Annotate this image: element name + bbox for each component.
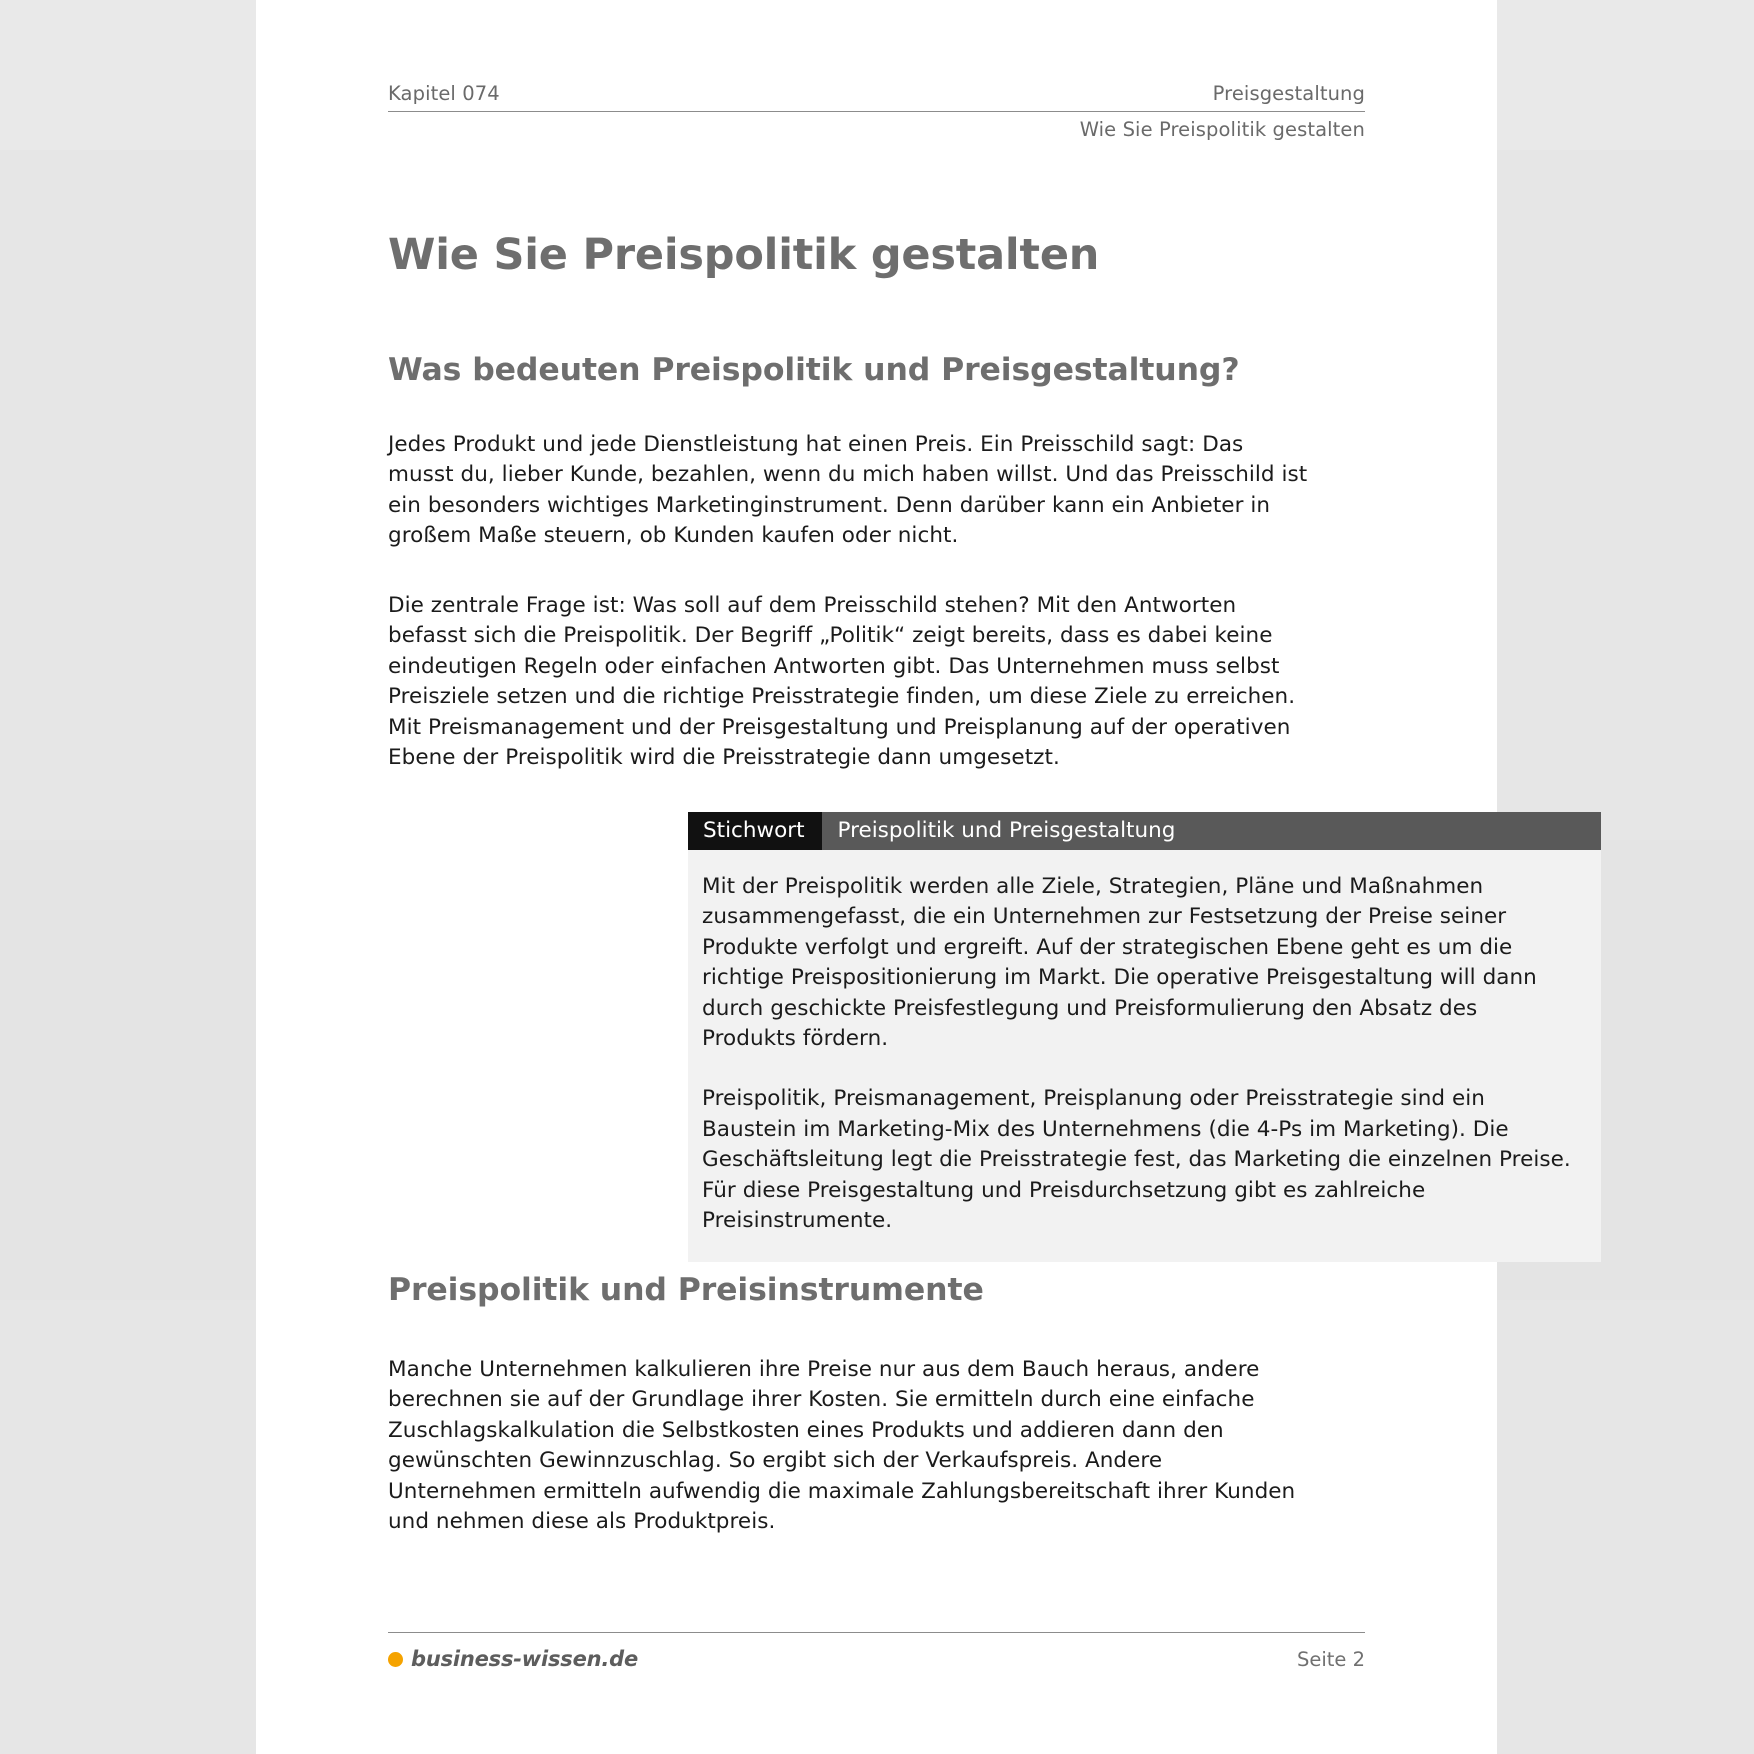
chapter-label: Kapitel 074 [388, 82, 500, 105]
page-footer [388, 1632, 1365, 1671]
section-1-paragraph-2: Die zentrale Frage ist: Was soll auf dem Preisschild stehen? Mit den Antworten befasst sich die Preispolitik. Der Begriff „Politik“ zeigt bereits, dass es dabei keine eindeutigen Regeln oder einfachen Antworten gibt. Das Unternehmen muss selbst Preisziele setzen und die richtige Preisstrategie finden, um diese Ziele zu erreichen. Mit Preismanagement und der Preisgestaltung und Preisplanung auf der operativen Ebene der Preispolitik wird die Preisstrategie dann umgesetzt. [388, 593, 1296, 771]
section-2-paragraph-1: Manche Unternehmen kalkulieren ihre Preise nur aus dem Bauch heraus, andere berechnen sie auf der Grundlage ihrer Kosten. Sie ermitteln durch eine einfache Zuschlagskalkulation die Selbstkosten eines Produkts und addieren dann den gewünschten Gewinnzuschlag. So ergibt sich der Verkaufspreis. Andere Unternehmen ermitteln aufwendig die maximale Zahlungsbereitschaft ihrer Kunden und nehmen diese als Produktpreis. [388, 1357, 1296, 1535]
stichwort-callout [688, 812, 1601, 1262]
brand-name: business-wissen.de [411, 1647, 639, 1671]
section-heading-2: Preispolitik und Preisinstrumente [388, 1272, 984, 1308]
running-header-subtitle: Wie Sie Preispolitik gestalten [1079, 118, 1365, 141]
section-heading-1: Was bedeuten Preispolitik und Preisgestaltung? [388, 352, 1240, 388]
section-1-paragraph-1: Jedes Produkt und jede Dienstleistung hat einen Preis. Ein Preisschild sagt: Das musst du, lieber Kunde, bezahlen, wenn du mich haben willst. Und das Preisschild ist ein besonders wichtiges Marketinginstrument. Denn darüber kann ein Anbieter in großem Maße steuern, ob Kunden kaufen oder nicht. [388, 432, 1308, 549]
running-header [388, 82, 1365, 141]
topic-label: Preisgestaltung [1212, 82, 1365, 105]
running-header-top-row [388, 82, 1365, 112]
stichwort-paragraph-1: Mit der Preispolitik werden alle Ziele, Strategien, Pläne und Maßnahmen zusammengefasst, die ein Unternehmen zur Festsetzung der Preise seiner Produkte verfolgt und ergreift. Auf der strategischen Ebene geht es um die richtige Preispositionierung im Markt. Die operative Preisgestaltung will dann durch geschickte Preisfestlegung und Preisformulierung den Absatz des Produkts fördern. [702, 874, 1537, 1052]
page-title: Wie Sie Preispolitik gestalten [388, 230, 1100, 280]
brand-logo [388, 1647, 638, 1671]
stichwort-tag: Stichwort [688, 812, 822, 850]
document-page [256, 0, 1571, 1754]
orange-dot-icon [388, 1652, 403, 1667]
stichwort-title: Preispolitik und Preisgestaltung [837, 818, 1176, 843]
stichwort-callout-header [688, 812, 1601, 850]
page-number: Seite 2 [1296, 1647, 1365, 1671]
stichwort-callout-body [688, 850, 1601, 1262]
stichwort-paragraph-2: Preispolitik, Preismanagement, Preisplanung oder Preisstrategie sind ein Baustein im Marketing-Mix des Unternehmens (die 4-Ps im Marketing). Die Geschäftsleitung legt die Preisstrategie fest, das Marketing die einzelnen Preise. Für diese Preisgestaltung und Preisdurchsetzung gibt es zahlreiche Preisinstrumente. [702, 1086, 1571, 1234]
